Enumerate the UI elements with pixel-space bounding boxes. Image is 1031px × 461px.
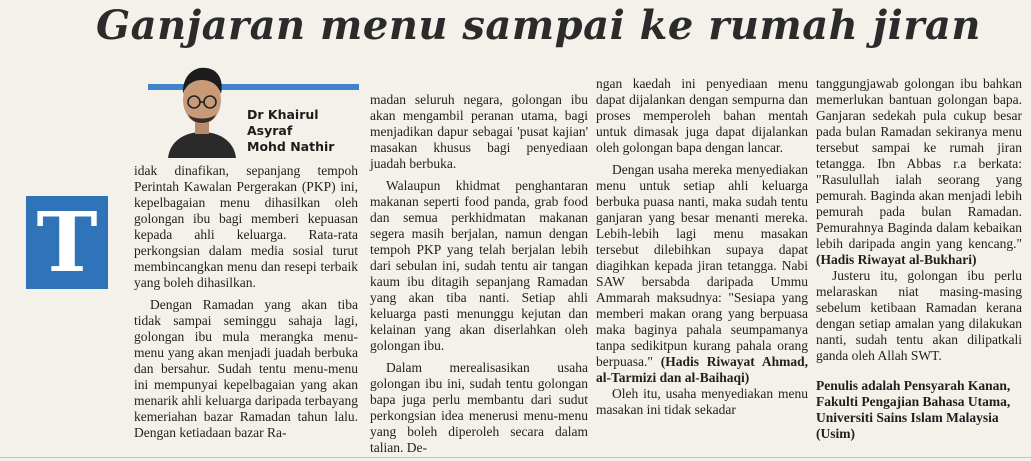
col4-paragraph-2: Justeru itu, golongan ibu perlu melaraskan niat masing-masing sebelum ketibaan Ramadan kerana dengan setiap amalan yang dilakukan nanti, sudah tentu akan dilipatkali ganda oleh Allah SWT. [816, 268, 1022, 363]
col4-paragraph-1 [816, 76, 1022, 268]
col4-hadith-citation: (Hadis Riwayat al-Bukhari) [816, 252, 977, 267]
author-footer-note: Penulis adalah Pensyarah Kanan, Fakulti Pengajian Bahasa Utama, Universiti Sains Islam Malaysia (Usim) [816, 378, 1011, 441]
col1-paragraph-1: idak dinafikan, sepanjang tempoh Perintah Kawalan Pergerakan (PKP) ini, kepelbagaian menu dihasilkan oleh golongan ibu bagi memberi kepuasan kepada ahli keluarga. Rata-rata perkongsian dalam media sosial turut membincangkan menu dan resepi terbaik yang boleh dihasilkan. [134, 163, 358, 290]
col3-paragraph-1: ngan kaedah ini penyediaan menu dapat dijalankan dengan sempurna dan proses memperoleh bahan mentah untuk dimasak juga dapat dijalankan oleh golongan bapa dengan lancar. [596, 76, 808, 155]
col2-paragraph-2: Walaupun khidmat penghantaran makanan seperti food panda, grab food dan semua perkhidmatan makanan segera masih berjalan, namun dengan tempoh PKP yang telah berjalan lebih dari sebulan ini, sudah tentu air tangan kaum ibu ditagih sepanjang Ramadan yang akan tiba nanti. Setiap ahli keluarga pasti menunggu kejutan dan kelainan yang akan diserlahkan oleh golongan ibu. [370, 178, 588, 353]
col3-hadith-citation: (Hadis Riwayat Ahmad, al-Tarmizi dan al-Baihaqi) [596, 354, 808, 385]
author-name-line1: Dr Khairul Asyraf [247, 107, 319, 138]
author-avatar-icon [162, 58, 242, 158]
article-column-2 [370, 92, 588, 456]
author-name [247, 107, 362, 155]
col2-paragraph-1: madan seluruh negara, golongan ibu akan mengambil peranan utama, bagi menjadikan dapur sebagai 'pusat kajian' masakan khusus bagi penyediaan juadah berbuka. [370, 92, 588, 171]
headline: Ganjaran menu sampai ke rumah jiran [96, 2, 981, 49]
drop-cap: T [26, 196, 108, 289]
col3-paragraph-2-text: Dengan usaha mereka menyediakan menu untuk setiap ahli keluarga berbuka puasa nanti, maka sudah tentu ganjaran yang besar menanti mereka. Lebih-lebih lagi menu masakan tersebut dilebihkan supaya dapat diagihkan kepada jiran tetangga. Nabi SAW bersabda daripada Ummu Ammarah maksudnya: "Sesiapa yang memberi makan orang yang berpuasa maka baginya pahala seumpamanya tanpa sedikitpun kurang pahala orang berpuasa." [596, 162, 808, 369]
article-column-4 [816, 76, 1022, 442]
col3-paragraph-2 [596, 162, 808, 386]
author-name-line2: Mohd Nathir [247, 139, 335, 154]
article-column-1 [134, 163, 358, 441]
col1-paragraph-2: Dengan Ramadan yang akan tiba tidak sampai seminggu sahaja lagi, golongan ibu mula merangka menu-menu yang akan menjadi juadah berbuka dan bersahur. Sudah tentu menu-menu ini mempunyai kepelbagaian yang akan menarik ahli keluarga daripada terbayang kemeriahan bazar Ramadan tahun lalu. Dengan ketiadaan bazar Ra- [134, 297, 358, 440]
col2-paragraph-3: Dalam merealisasikan usaha golongan ibu ini, sudah tentu golongan bapa juga perlu membantu dari sudut perkongsian idea menerusi menu-menu yang boleh diperoleh secara dalam talian. De- [370, 360, 588, 455]
col3-paragraph-3: Oleh itu, usaha menyediakan menu masakan ini tidak sekadar [596, 386, 808, 417]
col4-paragraph-1-text: tanggungjawab golongan ibu bahkan memerlukan bantuan golongan bapa. Ganjaran sedekah pula cukup besar pada bulan Ramadan sekiranya menu tersebut sampai ke rumah jiran tetangga. Ibn Abbas r.a berkata: "Rasulullah ialah seorang yang pemurah. Baginda akan menjadi lebih pemurah pada bulan Ramadan. Pemurahnya Baginda dalam kebaikan lebih daripada angin yang kencang." [816, 76, 1022, 251]
article-column-3 [596, 76, 808, 418]
bottom-rule [0, 457, 1031, 458]
